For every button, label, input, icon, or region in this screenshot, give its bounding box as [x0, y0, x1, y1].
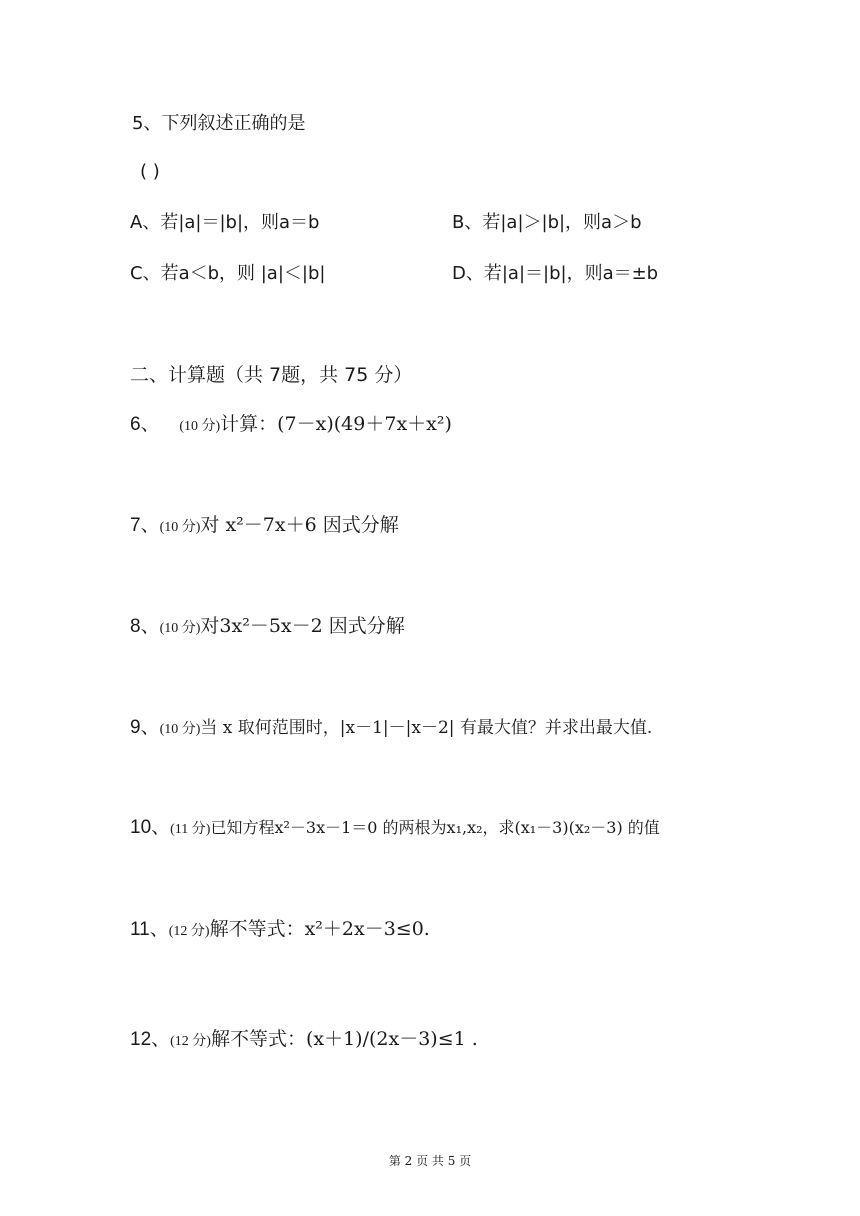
question-text: 计算：(7－x)(49＋7x＋x²)	[220, 413, 452, 435]
question-text: 对3x²－5x－2 因式分解	[200, 615, 405, 637]
question-text: 对 x²－7x＋6 因式分解	[200, 514, 399, 536]
question-5-stem	[132, 112, 305, 136]
points: (11 分)	[170, 822, 211, 837]
question-text: 已知方程x²－3x－1＝0 的两根为x₁,x₂，求(x₁－3)(x₂－3) 的值	[210, 818, 660, 837]
option-d: D、若|a|＝|b|，则a＝±b	[452, 263, 659, 284]
question-label: 11、	[130, 919, 169, 940]
question-label: 12、	[130, 1029, 171, 1050]
question-label: 6、	[130, 414, 160, 435]
page-footer: 第 2 页 共 5 页	[388, 1154, 472, 1168]
question-text: 解不等式：(x＋1)/(2x－3)≤1 .	[210, 1028, 478, 1050]
option-a: A、若|a|＝|b|，则a＝b	[130, 212, 320, 233]
question-label: 9、	[130, 717, 160, 738]
question-label: 8、	[130, 616, 160, 637]
points: (10 分)	[179, 419, 221, 434]
question-label: 7、	[130, 515, 160, 536]
question-text: 当 x 取何范围时，|x－1|－|x－2| 有最大值？并求出最大值.	[200, 718, 653, 738]
section-title: 二、计算题（共 7题，共 75 分）	[130, 364, 413, 386]
question-text: 解不等式：x²＋2x－3≤0.	[209, 918, 430, 940]
question-5-stem-text: 5、下列叙述正确的是	[132, 113, 306, 134]
question-8	[130, 614, 405, 641]
question-label: 10、	[130, 817, 171, 838]
points: (10 分)	[159, 621, 201, 636]
option-c: C、若a＜b，则 |a|＜|b|	[130, 263, 326, 284]
question-9	[130, 716, 652, 742]
option-b: B、若|a|＞|b|，则a＞b	[452, 212, 642, 233]
points: (12 分)	[168, 924, 210, 939]
question-7	[130, 513, 399, 540]
question-11	[130, 917, 430, 944]
question-10	[130, 816, 660, 842]
points: (12 分)	[170, 1034, 211, 1049]
question-12	[130, 1027, 478, 1054]
points: (10 分)	[159, 722, 201, 737]
answer-blank: ( )	[140, 161, 160, 182]
question-6	[130, 412, 452, 439]
points: (10 分)	[159, 520, 201, 535]
